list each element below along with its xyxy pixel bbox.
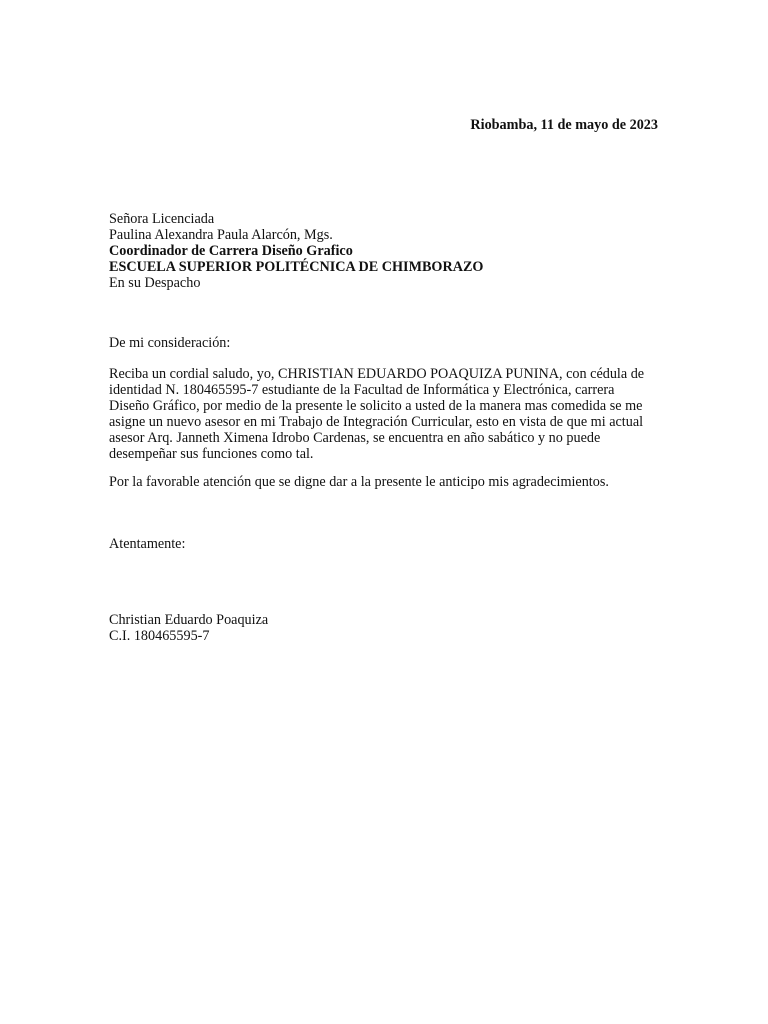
recipient-block bbox=[109, 211, 483, 291]
recipient-position: Coordinador de Carrera Diseño Grafico bbox=[109, 243, 353, 259]
body-line: Reciba un cordial saludo, yo, CHRISTIAN EDUARDO POAQUIZA PUNINA, con cédula de bbox=[109, 366, 645, 382]
regards: Atentamente: bbox=[109, 536, 186, 552]
body-line: identidad N. 180465595-7 estudiante de la Facultad de Informática y Electrónica, carrera bbox=[109, 382, 615, 398]
body-line: asigne un nuevo asesor en mi Trabajo de Integración Curricular, esto en vista de que mi actual bbox=[109, 414, 644, 430]
signature-id: C.I. 180465595-7 bbox=[109, 628, 210, 644]
closing-paragraph: Por la favorable atención que se digne dar a la presente le anticipo mis agradecimientos. bbox=[109, 474, 609, 490]
signature-block bbox=[109, 612, 268, 644]
body-line: desempeñar sus funciones como tal. bbox=[109, 446, 314, 462]
body-line: asesor Arq. Janneth Ximena Idrobo Cardenas, se encuentra en año sabático y no puede bbox=[109, 430, 601, 446]
salutation: De mi consideración: bbox=[109, 335, 231, 351]
body-paragraph bbox=[109, 366, 669, 462]
recipient-institution: ESCUELA SUPERIOR POLITÉCNICA DE CHIMBORAZO bbox=[109, 259, 484, 275]
signature-name: Christian Eduardo Poaquiza bbox=[109, 612, 269, 628]
recipient-title: Señora Licenciada bbox=[109, 211, 215, 227]
body-line: Diseño Gráfico, por medio de la presente le solicito a usted de la manera mas comedida se me bbox=[109, 398, 643, 414]
letter-date: Riobamba, 11 de mayo de 2023 bbox=[470, 117, 658, 133]
recipient-name: Paulina Alexandra Paula Alarcón, Mgs. bbox=[109, 227, 333, 243]
recipient-location: En su Despacho bbox=[109, 275, 201, 291]
